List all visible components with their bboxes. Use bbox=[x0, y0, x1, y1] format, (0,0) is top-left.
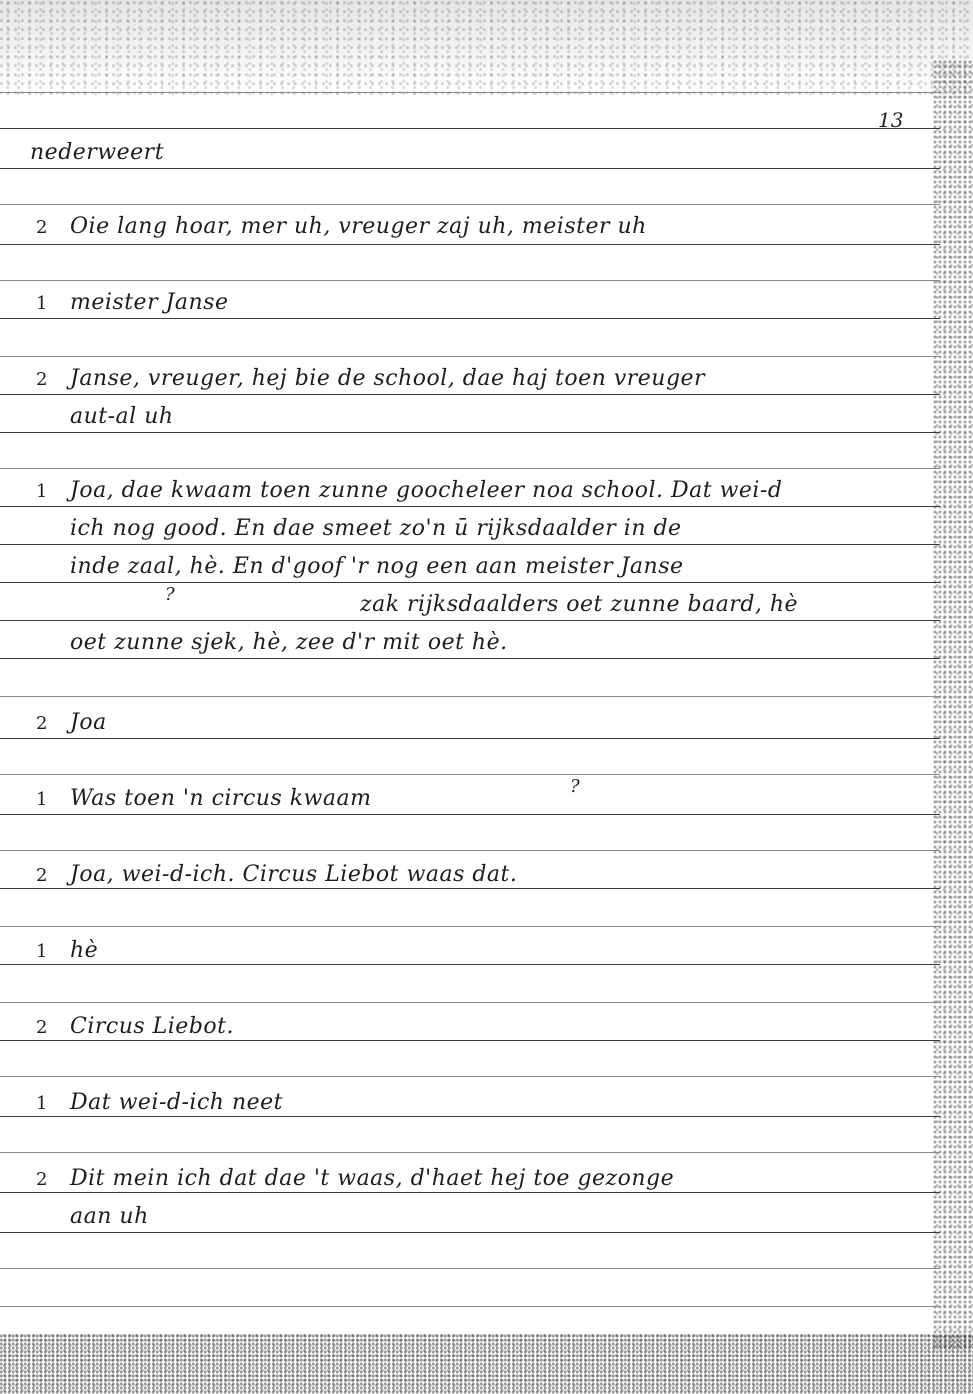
transcript-line bbox=[36, 1166, 674, 1191]
scan-noise-right bbox=[933, 60, 973, 1350]
line-text: Oie lang hoar, mer uh, vreuger zaj uh, meister uh bbox=[70, 214, 647, 239]
speaker-number: 2 bbox=[36, 865, 48, 886]
ruled-line bbox=[0, 582, 940, 583]
transcript-line bbox=[36, 630, 508, 655]
unclear-mark: ? bbox=[570, 776, 580, 797]
line-text: hè bbox=[70, 938, 99, 963]
page-number: 13 bbox=[878, 108, 904, 132]
ruled-line bbox=[0, 1152, 940, 1153]
transcript-line bbox=[36, 1090, 283, 1115]
transcript-line bbox=[36, 290, 229, 315]
speaker-number: 2 bbox=[36, 369, 48, 390]
line-text: Circus Liebot. bbox=[70, 1014, 234, 1039]
ruled-line bbox=[0, 850, 940, 851]
ruled-line bbox=[0, 1076, 940, 1077]
scan-noise-bottom bbox=[0, 1334, 973, 1394]
ruled-line bbox=[0, 696, 940, 697]
unclear-mark: ? bbox=[165, 584, 175, 605]
ruled-line bbox=[0, 964, 940, 965]
line-text: oet zunne sjek, hè, zee d'r mit oet hè. bbox=[70, 630, 508, 655]
ruled-line bbox=[0, 356, 940, 357]
transcript-line bbox=[36, 214, 647, 239]
speaker-number: 1 bbox=[36, 481, 48, 502]
transcript-line bbox=[36, 478, 782, 503]
transcript-line bbox=[36, 366, 705, 391]
place-name: nederweert bbox=[30, 140, 165, 165]
ruled-line bbox=[0, 620, 940, 621]
transcript-line bbox=[36, 1204, 149, 1229]
transcript-line bbox=[36, 938, 98, 963]
speaker-number: 2 bbox=[36, 713, 48, 734]
line-text: Janse, vreuger, hej bie de school, dae haj toen vreuger bbox=[70, 366, 706, 391]
speaker-number: 2 bbox=[36, 217, 48, 238]
transcript-line bbox=[36, 404, 174, 429]
ruled-line bbox=[0, 506, 940, 507]
speaker-number: 2 bbox=[36, 1169, 48, 1190]
ruled-line bbox=[0, 1116, 940, 1117]
ruled-line bbox=[0, 926, 940, 927]
transcript-line bbox=[36, 862, 517, 887]
ruled-line bbox=[0, 92, 940, 93]
transcript-line bbox=[36, 554, 684, 579]
line-text: Joa bbox=[70, 710, 107, 735]
line-text: inde zaal, hè. En d'goof 'r nog een aan meister Janse bbox=[70, 554, 684, 579]
speaker-number: 1 bbox=[36, 789, 48, 810]
ruled-line bbox=[0, 432, 940, 433]
transcript-line bbox=[36, 710, 107, 735]
ruled-line bbox=[0, 888, 940, 889]
line-text: Dat wei-d-ich neet bbox=[70, 1090, 283, 1115]
ruled-line bbox=[0, 1232, 940, 1233]
line-text: aut-al uh bbox=[70, 404, 174, 429]
ruled-line bbox=[0, 544, 940, 545]
ruled-line bbox=[0, 468, 940, 469]
ruled-line bbox=[0, 814, 940, 815]
speaker-number: 1 bbox=[36, 1093, 48, 1114]
ruled-line bbox=[0, 394, 940, 395]
ruled-line bbox=[0, 168, 940, 169]
scan-noise-top bbox=[0, 0, 973, 96]
ruled-line bbox=[0, 204, 940, 205]
transcript-line bbox=[36, 516, 682, 541]
line-text: Joa, wei-d-ich. Circus Liebot waas dat. bbox=[70, 862, 518, 887]
line-text: Was toen 'n circus kwaam bbox=[70, 786, 372, 811]
transcript-line bbox=[36, 1014, 234, 1039]
speaker-number: 2 bbox=[36, 1017, 48, 1038]
transcript-line bbox=[360, 592, 798, 617]
line-text: ich nog good. En dae smeet zo'n ū rijksdaalder in de bbox=[70, 516, 682, 541]
ruled-line bbox=[0, 738, 940, 739]
ruled-line bbox=[0, 1306, 940, 1307]
ruled-line bbox=[0, 658, 940, 659]
ruled-line bbox=[0, 244, 940, 245]
ruled-line bbox=[0, 128, 940, 129]
transcript-line bbox=[36, 786, 371, 811]
ruled-line bbox=[0, 318, 940, 319]
line-text: Dit mein ich dat dae 't waas, d'haet hej toe gezonge bbox=[70, 1166, 675, 1191]
speaker-number: 1 bbox=[36, 293, 48, 314]
speaker-number: 1 bbox=[36, 941, 48, 962]
ruled-line bbox=[0, 1268, 940, 1269]
line-text: aan uh bbox=[70, 1204, 149, 1229]
ruled-line bbox=[0, 1002, 940, 1003]
ruled-line bbox=[0, 1040, 940, 1041]
line-text: Joa, dae kwaam toen zunne goocheleer noa school. Dat wei-d bbox=[70, 478, 783, 503]
ruled-line bbox=[0, 1192, 940, 1193]
line-text: meister Janse bbox=[70, 290, 229, 315]
line-text: zak rijksdaalders oet zunne baard, hè bbox=[360, 592, 799, 617]
ruled-line bbox=[0, 774, 940, 775]
ruled-line bbox=[0, 280, 940, 281]
